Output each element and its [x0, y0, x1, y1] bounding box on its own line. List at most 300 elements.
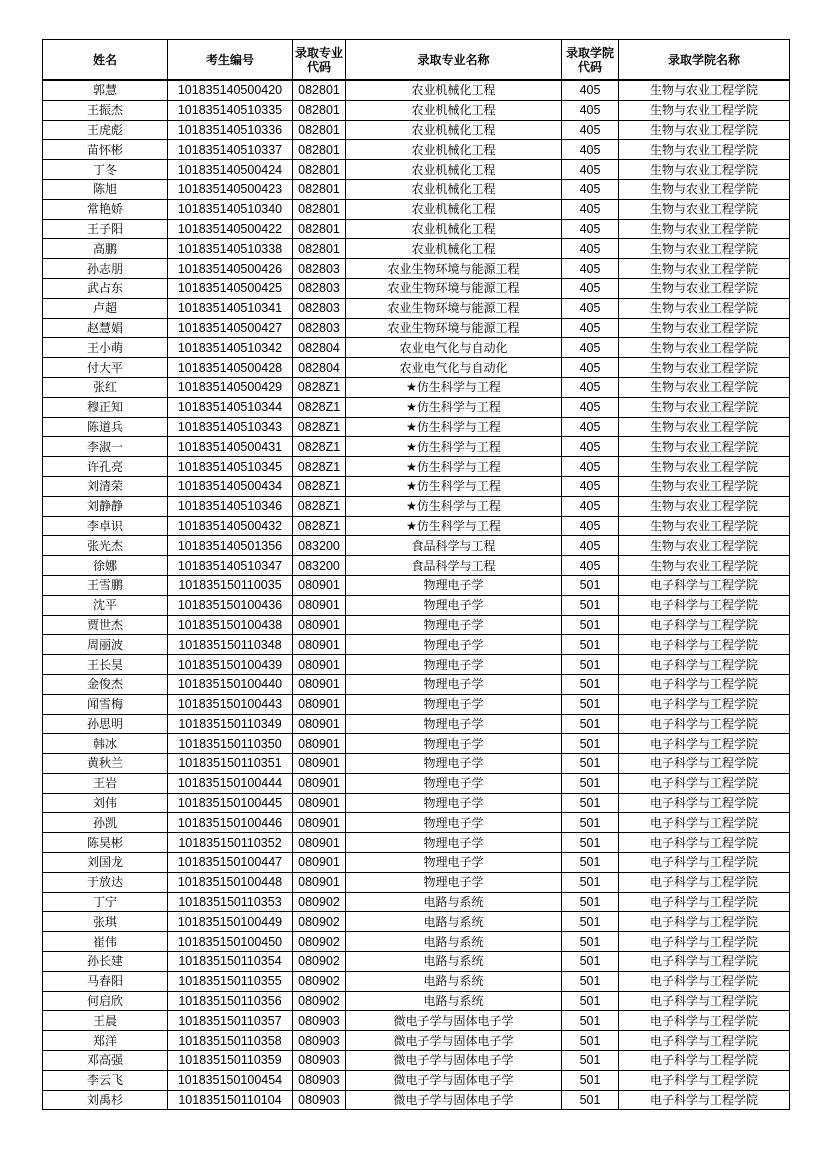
cell-name: 于放达 — [43, 872, 168, 892]
cell-candidate-id: 101835150100448 — [168, 872, 293, 892]
cell-college-name: 电子科学与工程学院 — [619, 655, 790, 675]
table-row — [43, 397, 790, 417]
cell-candidate-id: 101835150110354 — [168, 952, 293, 972]
cell-college-name: 生物与农业工程学院 — [619, 179, 790, 199]
table-row — [43, 259, 790, 279]
table-row — [43, 179, 790, 199]
table-row — [43, 318, 790, 338]
cell-name: 孙思明 — [43, 714, 168, 734]
cell-college-name: 生物与农业工程学院 — [619, 298, 790, 318]
cell-major-name: 物理电子学 — [346, 635, 562, 655]
cell-college-name: 生物与农业工程学院 — [619, 219, 790, 239]
cell-college-name: 电子科学与工程学院 — [619, 971, 790, 991]
cell-major-name: 农业生物环境与能源工程 — [346, 278, 562, 298]
cell-candidate-id: 101835140500434 — [168, 476, 293, 496]
cell-name: 常艳娇 — [43, 199, 168, 219]
table-row — [43, 417, 790, 437]
table-row — [43, 833, 790, 853]
cell-major-name: ★仿生科学与工程 — [346, 417, 562, 437]
cell-college-name: 电子科学与工程学院 — [619, 793, 790, 813]
cell-major-code: 0828Z1 — [293, 476, 346, 496]
cell-name: 徐娜 — [43, 556, 168, 576]
cell-college-name: 生物与农业工程学院 — [619, 278, 790, 298]
cell-college-name: 电子科学与工程学院 — [619, 754, 790, 774]
cell-major-name: 农业生物环境与能源工程 — [346, 318, 562, 338]
cell-college-name: 电子科学与工程学院 — [619, 892, 790, 912]
table-row — [43, 853, 790, 873]
cell-major-code: 080902 — [293, 971, 346, 991]
cell-college-name: 生物与农业工程学院 — [619, 338, 790, 358]
cell-college-code: 501 — [562, 1011, 619, 1031]
cell-college-code: 405 — [562, 476, 619, 496]
cell-major-name: 物理电子学 — [346, 694, 562, 714]
cell-college-name: 生物与农业工程学院 — [619, 120, 790, 140]
cell-major-code: 080901 — [293, 674, 346, 694]
table-row — [43, 714, 790, 734]
cell-major-code: 080901 — [293, 615, 346, 635]
cell-major-name: 物理电子学 — [346, 773, 562, 793]
cell-candidate-id: 101835140500424 — [168, 160, 293, 180]
table-row — [43, 952, 790, 972]
cell-major-name: 农业机械化工程 — [346, 120, 562, 140]
cell-name: 王小萌 — [43, 338, 168, 358]
cell-major-code: 0828Z1 — [293, 516, 346, 536]
header-candidate-id: 考生编号 — [168, 40, 293, 81]
table-row — [43, 1031, 790, 1051]
cell-major-code: 080901 — [293, 734, 346, 754]
cell-college-code: 501 — [562, 853, 619, 873]
cell-candidate-id: 101835150100446 — [168, 813, 293, 833]
cell-major-code: 080901 — [293, 813, 346, 833]
cell-candidate-id: 101835150100439 — [168, 655, 293, 675]
cell-major-name: 电路与系统 — [346, 912, 562, 932]
table-row — [43, 278, 790, 298]
table-row — [43, 100, 790, 120]
cell-major-code: 080901 — [293, 853, 346, 873]
cell-name: 孙长建 — [43, 952, 168, 972]
cell-college-name: 电子科学与工程学院 — [619, 1031, 790, 1051]
cell-major-name: 农业机械化工程 — [346, 160, 562, 180]
table-row — [43, 457, 790, 477]
cell-name: 张光杰 — [43, 536, 168, 556]
cell-major-code: 082801 — [293, 140, 346, 160]
cell-major-name: 物理电子学 — [346, 595, 562, 615]
cell-name: 孙志朋 — [43, 259, 168, 279]
cell-college-code: 501 — [562, 872, 619, 892]
cell-name: 王雪鹏 — [43, 575, 168, 595]
table-row — [43, 754, 790, 774]
table-row — [43, 932, 790, 952]
header-row — [43, 40, 790, 81]
cell-name: 闻雪梅 — [43, 694, 168, 714]
cell-major-code: 080903 — [293, 1031, 346, 1051]
cell-name: 邓高强 — [43, 1051, 168, 1071]
cell-major-code: 0828Z1 — [293, 377, 346, 397]
cell-name: 郑洋 — [43, 1031, 168, 1051]
cell-college-name: 生物与农业工程学院 — [619, 457, 790, 477]
cell-candidate-id: 101835140501356 — [168, 536, 293, 556]
cell-college-code: 501 — [562, 575, 619, 595]
admission-table — [42, 39, 790, 1110]
cell-major-name: 电路与系统 — [346, 892, 562, 912]
cell-major-name: ★仿生科学与工程 — [346, 496, 562, 516]
cell-college-name: 生物与农业工程学院 — [619, 437, 790, 457]
table-row — [43, 655, 790, 675]
cell-college-code: 405 — [562, 556, 619, 576]
cell-candidate-id: 101835140500425 — [168, 278, 293, 298]
cell-candidate-id: 101835140500431 — [168, 437, 293, 457]
cell-major-code: 082801 — [293, 80, 346, 100]
table-row — [43, 635, 790, 655]
cell-college-name: 生物与农业工程学院 — [619, 199, 790, 219]
cell-college-name: 电子科学与工程学院 — [619, 813, 790, 833]
table-row — [43, 377, 790, 397]
cell-major-code: 082803 — [293, 259, 346, 279]
table-row — [43, 160, 790, 180]
cell-major-name: 微电子学与固体电子学 — [346, 1031, 562, 1051]
cell-major-name: 物理电子学 — [346, 734, 562, 754]
cell-major-code: 080902 — [293, 892, 346, 912]
table-row — [43, 991, 790, 1011]
cell-college-code: 501 — [562, 932, 619, 952]
cell-college-name: 电子科学与工程学院 — [619, 674, 790, 694]
cell-college-name: 电子科学与工程学院 — [619, 932, 790, 952]
cell-college-code: 405 — [562, 397, 619, 417]
table-row — [43, 734, 790, 754]
cell-major-code: 082803 — [293, 318, 346, 338]
cell-major-name: 农业电气化与自动化 — [346, 358, 562, 378]
cell-candidate-id: 101835150100436 — [168, 595, 293, 615]
cell-major-code: 082801 — [293, 100, 346, 120]
table-row — [43, 140, 790, 160]
header-college-code: 录取学院代码 — [562, 40, 619, 81]
cell-name: 丁冬 — [43, 160, 168, 180]
cell-major-name: 物理电子学 — [346, 674, 562, 694]
table-row — [43, 694, 790, 714]
cell-college-name: 电子科学与工程学院 — [619, 952, 790, 972]
cell-candidate-id: 101835140510347 — [168, 556, 293, 576]
table-row — [43, 813, 790, 833]
cell-name: 崔伟 — [43, 932, 168, 952]
cell-name: 陈道兵 — [43, 417, 168, 437]
cell-college-code: 501 — [562, 694, 619, 714]
cell-name: 王虎彪 — [43, 120, 168, 140]
header-major-name: 录取专业名称 — [346, 40, 562, 81]
cell-major-code: 080901 — [293, 595, 346, 615]
table-row — [43, 892, 790, 912]
cell-candidate-id: 101835150110348 — [168, 635, 293, 655]
cell-candidate-id: 101835150100440 — [168, 674, 293, 694]
cell-major-name: 农业机械化工程 — [346, 239, 562, 259]
cell-candidate-id: 101835150110356 — [168, 991, 293, 1011]
cell-major-name: 物理电子学 — [346, 853, 562, 873]
header-name: 姓名 — [43, 40, 168, 81]
table-row — [43, 516, 790, 536]
cell-candidate-id: 101835150110355 — [168, 971, 293, 991]
cell-college-name: 电子科学与工程学院 — [619, 912, 790, 932]
cell-major-code: 080901 — [293, 872, 346, 892]
cell-major-code: 080901 — [293, 773, 346, 793]
cell-college-code: 405 — [562, 377, 619, 397]
cell-college-code: 501 — [562, 1090, 619, 1110]
cell-major-name: 电路与系统 — [346, 991, 562, 1011]
cell-candidate-id: 101835140510346 — [168, 496, 293, 516]
cell-name: 武占东 — [43, 278, 168, 298]
cell-major-name: 物理电子学 — [346, 655, 562, 675]
cell-college-code: 501 — [562, 1070, 619, 1090]
cell-college-name: 电子科学与工程学院 — [619, 615, 790, 635]
cell-name: 金俊杰 — [43, 674, 168, 694]
cell-major-name: 微电子学与固体电子学 — [346, 1051, 562, 1071]
cell-college-name: 生物与农业工程学院 — [619, 259, 790, 279]
cell-college-code: 501 — [562, 754, 619, 774]
cell-candidate-id: 101835150110351 — [168, 754, 293, 774]
cell-major-name: 物理电子学 — [346, 575, 562, 595]
cell-name: 沈平 — [43, 595, 168, 615]
cell-major-name: 农业机械化工程 — [346, 219, 562, 239]
cell-major-code: 080901 — [293, 635, 346, 655]
cell-major-name: ★仿生科学与工程 — [346, 457, 562, 477]
cell-major-name: ★仿生科学与工程 — [346, 516, 562, 536]
cell-candidate-id: 101835150110349 — [168, 714, 293, 734]
cell-name: 卢超 — [43, 298, 168, 318]
cell-college-code: 405 — [562, 140, 619, 160]
cell-college-code: 501 — [562, 912, 619, 932]
cell-college-name: 生物与农业工程学院 — [619, 397, 790, 417]
cell-candidate-id: 101835140510344 — [168, 397, 293, 417]
cell-college-code: 501 — [562, 952, 619, 972]
cell-college-name: 电子科学与工程学院 — [619, 773, 790, 793]
cell-college-name: 电子科学与工程学院 — [619, 872, 790, 892]
cell-college-name: 生物与农业工程学院 — [619, 160, 790, 180]
cell-name: 贾世杰 — [43, 615, 168, 635]
cell-candidate-id: 101835140510342 — [168, 338, 293, 358]
table-row — [43, 219, 790, 239]
table-row — [43, 575, 790, 595]
cell-name: 韩冰 — [43, 734, 168, 754]
cell-candidate-id: 101835140510345 — [168, 457, 293, 477]
cell-candidate-id: 101835140510335 — [168, 100, 293, 120]
cell-candidate-id: 101835150100444 — [168, 773, 293, 793]
cell-candidate-id: 101835140500420 — [168, 80, 293, 100]
cell-major-code: 083200 — [293, 536, 346, 556]
cell-major-code: 080901 — [293, 754, 346, 774]
cell-college-code: 405 — [562, 179, 619, 199]
cell-major-name: 电路与系统 — [346, 971, 562, 991]
cell-name: 刘禹杉 — [43, 1090, 168, 1110]
table-row — [43, 773, 790, 793]
cell-name: 黄秋兰 — [43, 754, 168, 774]
cell-name: 付大平 — [43, 358, 168, 378]
cell-candidate-id: 101835150110359 — [168, 1051, 293, 1071]
cell-major-code: 082803 — [293, 298, 346, 318]
cell-major-code: 080901 — [293, 833, 346, 853]
cell-college-name: 电子科学与工程学院 — [619, 1070, 790, 1090]
table-row — [43, 239, 790, 259]
cell-major-code: 083200 — [293, 556, 346, 576]
cell-college-code: 501 — [562, 971, 619, 991]
table-row — [43, 912, 790, 932]
cell-college-code: 501 — [562, 674, 619, 694]
cell-college-code: 405 — [562, 239, 619, 259]
cell-major-name: 农业生物环境与能源工程 — [346, 298, 562, 318]
cell-college-name: 生物与农业工程学院 — [619, 556, 790, 576]
cell-major-code: 082801 — [293, 219, 346, 239]
cell-candidate-id: 101835140500422 — [168, 219, 293, 239]
cell-major-name: ★仿生科学与工程 — [346, 476, 562, 496]
cell-candidate-id: 101835150100443 — [168, 694, 293, 714]
cell-college-code: 405 — [562, 536, 619, 556]
cell-name: 陈旭 — [43, 179, 168, 199]
table-row — [43, 595, 790, 615]
cell-major-name: 电路与系统 — [346, 952, 562, 972]
cell-college-name: 电子科学与工程学院 — [619, 991, 790, 1011]
cell-major-name: 微电子学与固体电子学 — [346, 1011, 562, 1031]
cell-name: 何启欣 — [43, 991, 168, 1011]
cell-major-code: 0828Z1 — [293, 397, 346, 417]
cell-name: 赵慧娟 — [43, 318, 168, 338]
cell-college-code: 405 — [562, 219, 619, 239]
cell-major-code: 080901 — [293, 575, 346, 595]
cell-candidate-id: 101835140510337 — [168, 140, 293, 160]
table-row — [43, 338, 790, 358]
cell-candidate-id: 101835150100438 — [168, 615, 293, 635]
cell-college-code: 501 — [562, 1031, 619, 1051]
cell-candidate-id: 101835140500428 — [168, 358, 293, 378]
cell-candidate-id: 101835140510340 — [168, 199, 293, 219]
cell-name: 王岩 — [43, 773, 168, 793]
cell-major-name: 食品科学与工程 — [346, 556, 562, 576]
cell-major-code: 082801 — [293, 239, 346, 259]
cell-major-code: 0828Z1 — [293, 437, 346, 457]
cell-candidate-id: 101835150100450 — [168, 932, 293, 952]
table-row — [43, 1070, 790, 1090]
cell-college-name: 生物与农业工程学院 — [619, 476, 790, 496]
header-major-code: 录取专业代码 — [293, 40, 346, 81]
cell-major-code: 082801 — [293, 199, 346, 219]
cell-major-code: 080901 — [293, 694, 346, 714]
cell-name: 李云飞 — [43, 1070, 168, 1090]
table-row — [43, 437, 790, 457]
cell-candidate-id: 101835150100454 — [168, 1070, 293, 1090]
cell-college-code: 501 — [562, 892, 619, 912]
cell-college-code: 501 — [562, 615, 619, 635]
table-row — [43, 1090, 790, 1110]
cell-candidate-id: 101835140510341 — [168, 298, 293, 318]
cell-college-name: 电子科学与工程学院 — [619, 853, 790, 873]
cell-major-code: 082801 — [293, 120, 346, 140]
cell-major-code: 082801 — [293, 160, 346, 180]
cell-major-name: 农业机械化工程 — [346, 199, 562, 219]
cell-college-code: 405 — [562, 437, 619, 457]
cell-name: 刘伟 — [43, 793, 168, 813]
table-row — [43, 120, 790, 140]
cell-name: 王长昊 — [43, 655, 168, 675]
cell-major-code: 080902 — [293, 912, 346, 932]
cell-candidate-id: 101835140510338 — [168, 239, 293, 259]
cell-major-name: ★仿生科学与工程 — [346, 437, 562, 457]
cell-name: 孙凯 — [43, 813, 168, 833]
cell-major-code: 080902 — [293, 952, 346, 972]
table-body — [43, 80, 790, 1110]
cell-name: 刘静静 — [43, 496, 168, 516]
cell-name: 张红 — [43, 377, 168, 397]
cell-college-name: 电子科学与工程学院 — [619, 694, 790, 714]
cell-college-name: 电子科学与工程学院 — [619, 734, 790, 754]
cell-major-name: 农业电气化与自动化 — [346, 338, 562, 358]
cell-college-name: 生物与农业工程学院 — [619, 318, 790, 338]
cell-name: 陈昊彬 — [43, 833, 168, 853]
table-row — [43, 674, 790, 694]
table-row — [43, 1051, 790, 1071]
cell-college-code: 501 — [562, 1051, 619, 1071]
cell-name: 高鹏 — [43, 239, 168, 259]
cell-college-code: 405 — [562, 199, 619, 219]
cell-major-name: 微电子学与固体电子学 — [346, 1090, 562, 1110]
cell-college-code: 405 — [562, 100, 619, 120]
table-row — [43, 556, 790, 576]
cell-name: 许孔亮 — [43, 457, 168, 477]
cell-candidate-id: 101835150110350 — [168, 734, 293, 754]
cell-major-name: 物理电子学 — [346, 833, 562, 853]
cell-candidate-id: 101835150110035 — [168, 575, 293, 595]
cell-college-code: 501 — [562, 655, 619, 675]
table-row — [43, 496, 790, 516]
table-row — [43, 793, 790, 813]
cell-candidate-id: 101835150110352 — [168, 833, 293, 853]
cell-candidate-id: 101835140510343 — [168, 417, 293, 437]
cell-college-name: 电子科学与工程学院 — [619, 833, 790, 853]
cell-major-code: 080903 — [293, 1051, 346, 1071]
cell-college-code: 405 — [562, 259, 619, 279]
cell-major-name: 物理电子学 — [346, 714, 562, 734]
table-row — [43, 476, 790, 496]
cell-college-name: 生物与农业工程学院 — [619, 417, 790, 437]
cell-major-code: 080901 — [293, 714, 346, 734]
cell-college-code: 501 — [562, 813, 619, 833]
table-row — [43, 298, 790, 318]
cell-candidate-id: 101835140500429 — [168, 377, 293, 397]
cell-major-name: 物理电子学 — [346, 754, 562, 774]
cell-college-name: 电子科学与工程学院 — [619, 1051, 790, 1071]
cell-college-code: 405 — [562, 80, 619, 100]
cell-major-name: ★仿生科学与工程 — [346, 377, 562, 397]
cell-college-code: 405 — [562, 358, 619, 378]
cell-major-name: 电路与系统 — [346, 932, 562, 952]
cell-candidate-id: 101835150100449 — [168, 912, 293, 932]
cell-candidate-id: 101835150110358 — [168, 1031, 293, 1051]
cell-name: 丁宁 — [43, 892, 168, 912]
cell-major-name: 物理电子学 — [346, 872, 562, 892]
cell-college-code: 405 — [562, 457, 619, 477]
header-college-name: 录取学院名称 — [619, 40, 790, 81]
table-row — [43, 80, 790, 100]
cell-candidate-id: 101835150100447 — [168, 853, 293, 873]
cell-college-name: 电子科学与工程学院 — [619, 595, 790, 615]
cell-major-code: 082803 — [293, 278, 346, 298]
cell-college-code: 501 — [562, 793, 619, 813]
cell-candidate-id: 101835140500432 — [168, 516, 293, 536]
cell-candidate-id: 101835140510336 — [168, 120, 293, 140]
cell-major-name: 农业机械化工程 — [346, 80, 562, 100]
cell-candidate-id: 101835140500426 — [168, 259, 293, 279]
cell-college-name: 生物与农业工程学院 — [619, 536, 790, 556]
cell-college-code: 405 — [562, 417, 619, 437]
cell-college-code: 501 — [562, 991, 619, 1011]
cell-college-code: 501 — [562, 714, 619, 734]
cell-candidate-id: 101835150110104 — [168, 1090, 293, 1110]
cell-major-code: 080903 — [293, 1011, 346, 1031]
